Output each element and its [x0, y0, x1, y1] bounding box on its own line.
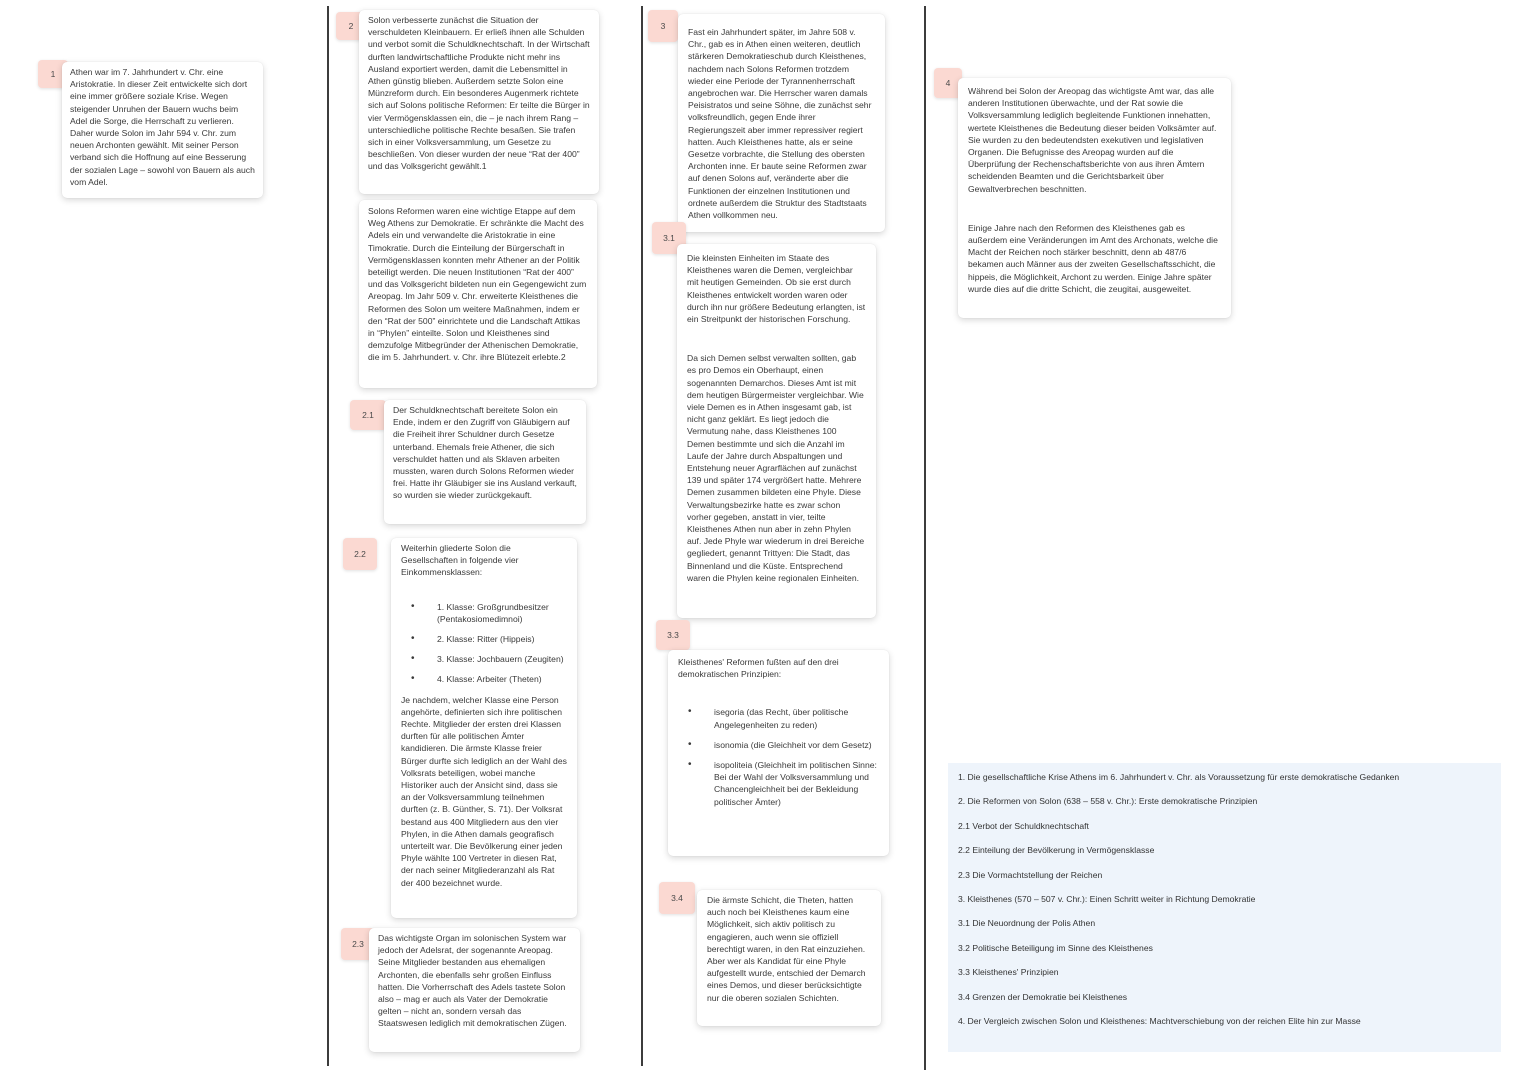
note-intro: Weiterhin gliederte Solon die Gesellschaften in folgende vier Einkommensklassen:: [401, 543, 519, 578]
toc-item: 3.1 Die Neuordnung der Polis Athen: [958, 918, 1096, 929]
toc-item: 4. Der Vergleich zwischen Solon und Kleisthenes: Machtverschiebung von der reichen Elite hin zur Masse: [958, 1015, 1361, 1026]
note-card-2-3: [369, 928, 580, 1052]
toc-item: 2. Die Reformen von Solon (638 – 558 v. Chr.): Erste demokratische Prinzipien: [958, 796, 1258, 807]
section-tag-4: 4: [934, 68, 962, 98]
note-intro: Kleisthenes' Reformen fußten auf den drei demokratischen Prinzipien:: [678, 657, 839, 680]
note-text: Da sich Demen selbst verwalten sollten, gab es pro Demos ein Oberhaupt, einen sogenannten Demarchos. Dieses Amt ist mit dem heutigen Bürgermeister vergleichbar. Wie viele Demen es in Athen insgesamt gab, ist nicht ganz geklärt. Es liegt jedoch die Vermutung nahe, dass Kleisthenes 100 Demen bestimmte und sich die Anzahl im Laufe der Jahre durch Abspaltungen und Entstehung neuer Agrarflächen auf zunächst 139 und später 174 vergrößert hatte. Mehrere Demen zusammen bildeten eine Phyle. Diese Verwaltungsbezirke hatte es zwar schon vorher gegeben, anstatt in vier, teilte Kleisthenes Athen nun aber in zehn Phylen auf. Jede Phyle war wiederum in drei Bereiche gegliedert, genannt Trittyen: Die Stadt, das Binnenland und die Küste. Entsprechend waren die Phylen keine regionalen Einheiten.: [687, 353, 865, 583]
toc-item: 2.3 Die Vormachtstellung der Reichen: [958, 869, 1103, 880]
note-card-1: [62, 62, 263, 198]
toc-item: 3.3 Kleisthenes' Prinzipien: [958, 967, 1059, 978]
toc-item: 1. Die gesellschaftliche Krise Athens im 6. Jahrhundert v. Chr. als Voraussetzung für erste demokratische Gedanken: [958, 772, 1400, 782]
list-item: • 3. Klasse: Jochbauern (Zeugiten): [425, 653, 567, 665]
toc-item: 2.1 Verbot der Schuldknechtschaft: [958, 820, 1089, 831]
note-card-3-3: [668, 650, 889, 856]
note-text: Fast ein Jahrhundert später, im Jahre 508 v. Chr., gab es in Athen einen weiteren, deutlich stärkeren Demokratieschub durch Kleisthenes, nachdem nach Solons Reformen trotzdem wieder eine Periode der Tyrannenherrschaft angebrochen war. Die Herrscher waren damals Peisistratos und seine Söhne, die zunächst sehr volksfreundlich, gegen Ende ihrer Regierungszeit aber immer repressiver regiert hatten. Auch Kleisthenes hatte, als er seine Gesetze vorbrachte, die Stellung des obersten Archonten inne. Er baute seine Reformen zwar auf denen Solons auf, veränderte aber die Funktionen der einzelnen Institutionen und ordnete außerdem die Struktur des Stadtstaats Athen vollkommen neu.: [688, 27, 872, 221]
note-text: Einige Jahre nach den Reformen des Kleisthenes gab es außerdem eine Veränderungen im Amt des Archonats, welche die Macht der Reichen noch stärker beschnitt, denn ab 487/6 bekamen auch Männer aus der zweiten Gesellschaftsschicht, die hippeis, die Möglichkeit, Archont zu werden. Einige Jahre später wurde dies auf die dritte Schicht, die zeugitai, ausgeweitet.: [968, 222, 1218, 294]
note-card-3: [678, 14, 885, 232]
section-tag-2-2: 2.2: [343, 538, 377, 570]
note-card-2-2: [391, 538, 577, 918]
section-tag-1: 1: [38, 60, 68, 88]
section-tag-3-1: 3.1: [652, 222, 686, 254]
note-text: Solon verbesserte zunächst die Situation der verschuldeten Kleinbauern. Er erließ ihnen alle Schulden und verbot somit die Schuldknechtschaft. In der Wirtschaft durften landwirtschaftliche Produkte nicht mehr ins Ausland exportiert werden, damit die Lebensmittel in Athen günstig blieben. Außerdem setzte Solon eine Münzreform durch. Ein besonderes Augenmerk richtete sich auf Solons politische Reformen: Er teilte die Bürger in vier Vermögensklassen ein, die – je nach ihrem Rang – unterschiedliche politische Rechte besaßen. Sie trafen sich in einer Volksversammlung, um Gesetze zu beschließen. Von dieser wurden der neue “Rat der 400” und das Volksgericht gewählt.1: [368, 15, 590, 172]
note-text: Die ärmste Schicht, die Theten, hatten auch noch bei Kleisthenes kaum eine Möglichkeit, sich aktiv politisch zu engagieren, auch wenn sie offiziell berechtigt waren, in den Rat einzuziehen. Aber wer als Kandidat für eine Phyle aufgestellt wurde, entschied der Demarch eines Demos, und dieser berücksichtigte nur die oberen sozialen Schichten.: [707, 895, 866, 1003]
section-tag-2-3: 2.3: [341, 928, 375, 960]
section-tag-3: 3: [648, 10, 678, 42]
section-tag-3-3: 3.3: [656, 620, 690, 650]
income-class-list: [401, 601, 567, 686]
list-item: • 4. Klasse: Arbeiter (Theten): [425, 673, 567, 685]
column-divider: [641, 6, 643, 1066]
section-tag-2-1: 2.1: [350, 400, 386, 430]
table-of-contents: [948, 763, 1501, 1052]
note-text: Während bei Solon der Areopag das wichtigste Amt war, das alle anderen Institutionen überwachte, und der Rat sowie die Volksversammlung lediglich begleitende Funktionen innehatten, wertete Kleisthenes die Bedeutung dieser beiden Volksämter auf. Sie wurden zu den bedeutendsten exekutiven und legislativen Organen. Die Befugnisse des Areopag wurden auf die Überprüfung der Rechenschaftsberichte von aus ihren Ämtern scheidenden Beamten und die Gerichtsbarkeit über Gewaltverbrechen beschnitten.: [968, 86, 1217, 194]
note-card-2-1: [384, 400, 586, 524]
list-item: • 2. Klasse: Ritter (Hippeis): [425, 633, 567, 645]
note-card-2: [359, 10, 599, 194]
note-text: Athen war im 7. Jahrhundert v. Chr. eine Aristokratie. In dieser Zeit entwickelte sich dort eine immer größere soziale Krise. Wegen steigender Unruhen der Bauern wuchs beim Adel die Sorge, die Herrschaft zu verlieren. Daher wurde Solon im Jahr 594 v. Chr. zum neuen Archonten gewählt. Mit seiner Person verband sich die Hoffnung auf eine Besserung der sozialen Lage – sowohl von Bauern als auch vom Adel.: [70, 67, 255, 187]
section-tag-2: 2: [336, 12, 366, 40]
note-text: Solons Reformen waren eine wichtige Etappe auf dem Weg Athens zur Demokratie. Er schränkte die Macht des Adels ein und verwandelte die Aristokratie in eine Timokratie. Durch die Einteilung der Bürgerschaft in Vermögensklassen konnten mehr Athener an der Politik beteiligt werden. Die neuen Institutionen “Rat der 400” und das Volksgericht bildeten nun ein Gegengewicht zum Areopag. Im Jahr 509 v. Chr. erweiterte Kleisthenes die Reformen des Solon um weitere Maßnahmen, indem er den “Rat der 500” einrichtete und die Landschaft Attikas in “Phylen” einteilte. Solon und Kleisthenes sind demzufolge Mitbegründer der Athenischen Demokratie, die im 5. Jahrhundert. v. Chr. ihre Blütezeit erlebte.2: [368, 206, 587, 363]
column-divider: [924, 6, 926, 1070]
note-card-4: [958, 78, 1231, 318]
note-card-3-1: [677, 244, 876, 618]
column-divider: [327, 6, 329, 1066]
section-tag-3-4: 3.4: [659, 882, 695, 914]
list-item: • isonomia (die Gleichheit vor dem Gesetz): [702, 739, 879, 751]
list-item: • isegoria (das Recht, über politische Angelegenheiten zu reden): [702, 706, 879, 730]
toc-item: 3.4 Grenzen der Demokratie bei Kleisthenes: [958, 991, 1128, 1002]
list-item: • 1. Klasse: Großgrundbesitzer (Pentakosiomedimnoi): [425, 601, 567, 625]
toc-item: 3. Kleisthenes (570 – 507 v. Chr.): Einen Schritt weiter in Richtung Demokratie: [958, 893, 1256, 904]
toc-item: 2.2 Einteilung der Bevölkerung in Vermögensklasse: [958, 845, 1155, 856]
note-text: Der Schuldknechtschaft bereitete Solon ein Ende, indem er den Zugriff von Gläubigern auf die Freiheit ihrer Schuldner durch Gesetze unterband. Ehemals freie Athener, die sich verschuldet hatten und als Sklaven arbeiten mussten, waren durch Solons Reformen wieder frei. Hatte ihr Gläubiger sie ins Ausland verkauft, so wurden sie wieder zurückgekauft.: [393, 405, 577, 501]
toc-item: 3.2 Politische Beteiligung im Sinne des Kleisthenes: [958, 942, 1153, 953]
principles-list: [678, 706, 879, 807]
note-card-3-4: [697, 890, 881, 1026]
note-text: Das wichtigste Organ im solonischen System war jedoch der Adelsrat, der sogenannte Areopag. Seine Mitglieder bestanden aus ehemaligen Archonten, die ebenfalls sehr großen Einfluss hatten. Die Vorherrschaft des Adels tastete Solon also – mag er auch als Vater der Demokratie gelten – nicht an, sondern versah das Staatswesen lediglich mit demokratischen Zügen.: [378, 933, 567, 1029]
note-card-2-summary: [359, 200, 597, 388]
list-item: • isopoliteia (Gleichheit im politischen Sinne: Bei der Wahl der Volksversammlung und Chancengleichheit bei der Bekleidung politischer Ämter): [702, 759, 879, 808]
note-text: Die kleinsten Einheiten im Staate des Kleisthenes waren die Demen, vergleichbar mit heutigen Gemeinden. Ob sie erst durch Kleisthenes entwickelt worden waren oder durch ihn nur größere Bedeutung erlangten, ist ein Streitpunkt der historischen Forschung.: [687, 253, 866, 325]
note-text: Je nachdem, welcher Klasse eine Person angehörte, definierten sich ihre politischen Rechte. Mitglieder der ersten drei Klassen durften für alle politischen Ämter kandidieren. Die ärmste Klasse freier Bürger durfte sich lediglich an der Wahl des Volksrats beteiligen, wobei manche Historiker auch der Ansicht sind, dass sie an der Volksversammlung teilnehmen durften (z. B. Günther, S. 71). Der Volksrat bestand aus 400 Mitgliedern aus den vier Phylen, in die Athen damals geografisch unterteilt war. Die Bevölkerung einer jeden Phyle wählte 100 Vertreter in diesen Rat, der nach seiner Mitgliederanzahl als Rat der 400 bezeichnet wurde.: [401, 694, 567, 888]
